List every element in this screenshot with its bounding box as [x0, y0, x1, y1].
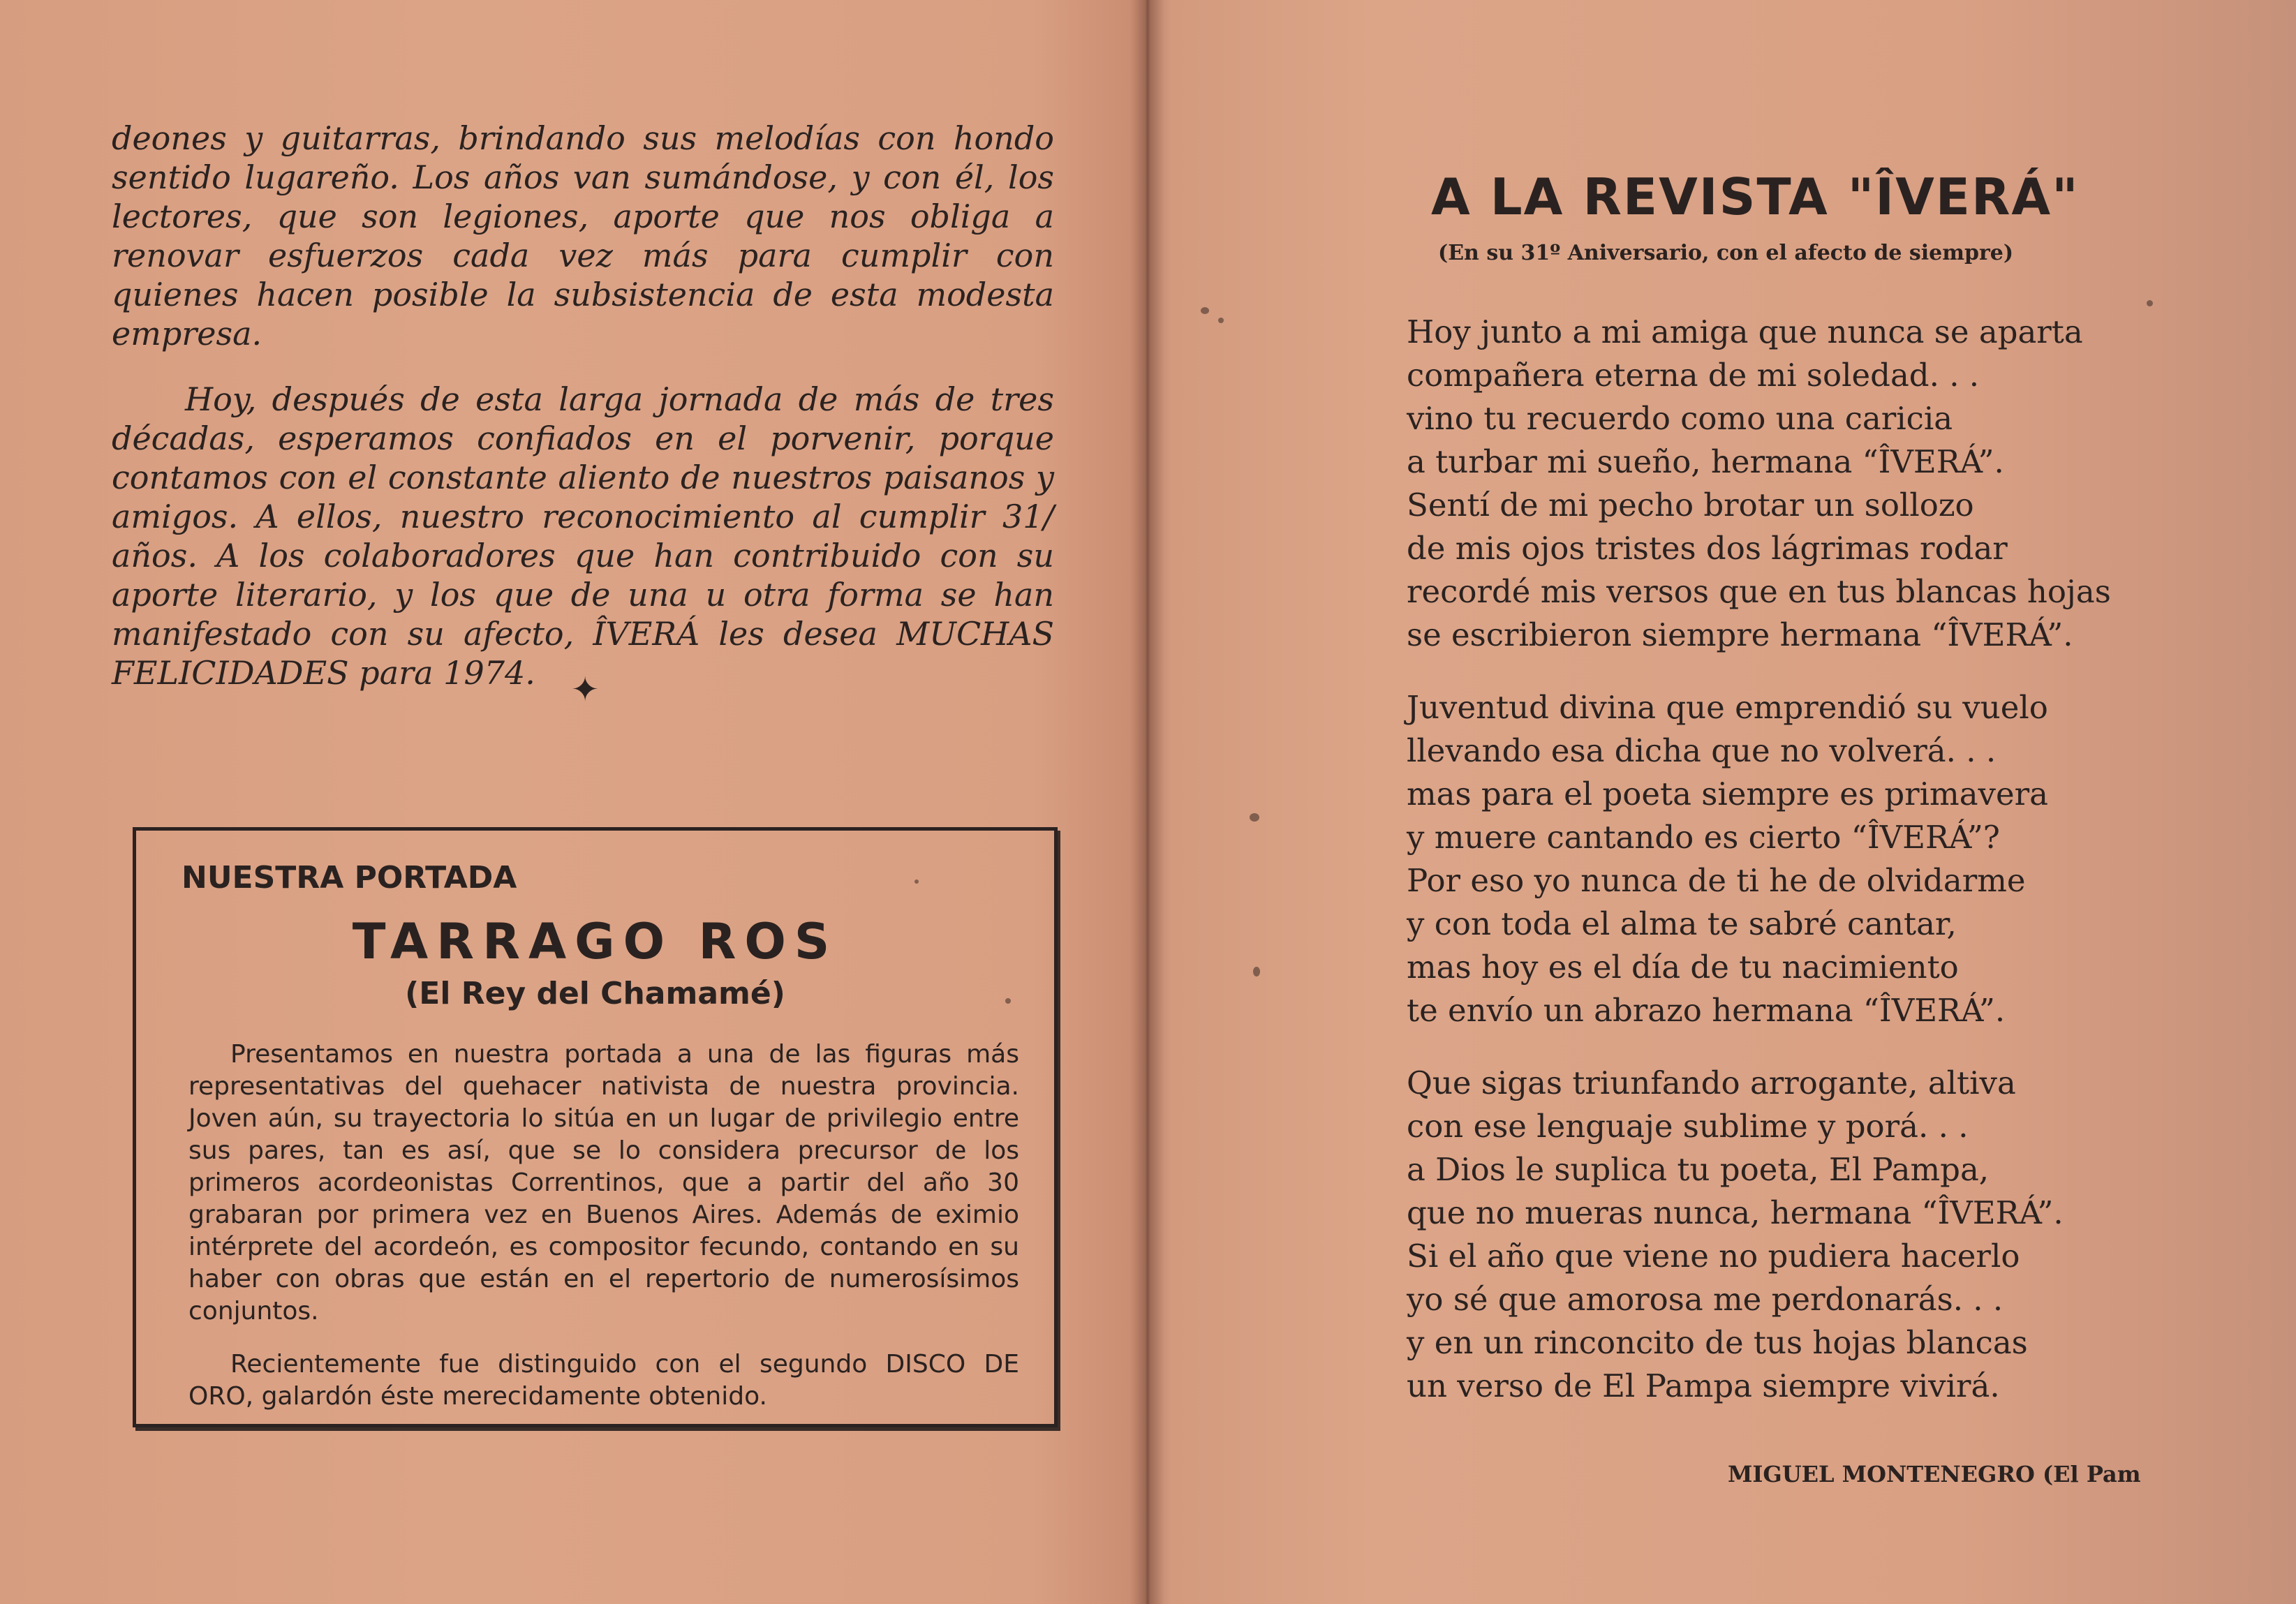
paper-speck	[914, 879, 919, 884]
verse: a Dios le suplica tu poeta, El Pampa,	[1407, 1151, 1990, 1188]
paper-speck	[1250, 813, 1259, 822]
portada-paragraph-2: Recientemente fue distinguido con el segundo DISCO DE ORO, galardón éste merecidamente obtenido.	[188, 1350, 1019, 1411]
stanza-1	[1407, 311, 2111, 657]
verse: mas hoy es el día de tu nacimiento	[1407, 949, 1959, 986]
verse: que no mueras nunca, hermana “ÎVERÁ”.	[1407, 1194, 2064, 1231]
verse: Juventud divina que emprendió su vuelo	[1407, 689, 2048, 726]
portada-paragraph-1: Presentamos en nuestra portada a una de las figuras más representativas del quehacer nativista de nuestra provincia. Joven aún, su trayectoria lo sitúa en un lugar de privilegio entre sus pares, tan es así, que se lo considera precursor de los primeros acordeonistas Correntinos, que a partir del año 30 grabaran por primera vez en Buenos Aires. Además de eximio intérprete del acordeón, es compositor fecundo, contando en su haber con obras que están en el repertorio de numerosísimos conjuntos.	[188, 1040, 1019, 1325]
star-ornament-icon: ✦	[571, 670, 600, 709]
portada-body	[188, 1039, 1019, 1434]
verse: se escribieron siempre hermana “ÎVERÁ”.	[1407, 616, 2073, 653]
poem-author: MIGUEL MONTENEGRO (El Pam	[1728, 1461, 2141, 1487]
paper-speck	[1218, 318, 1224, 323]
verse: mas para el poeta siempre es primavera	[1407, 775, 2048, 812]
verse: un verso de El Pampa siempre vivirá.	[1407, 1367, 2000, 1404]
verse: con ese lenguaje sublime y porá. . .	[1407, 1108, 1969, 1145]
verse: compañera eterna de mi soledad. . .	[1407, 357, 1980, 394]
verse: Que sigas triunfando arrogante, altiva	[1407, 1064, 2016, 1101]
verse: Si el año que viene no pudiera hacerlo	[1407, 1238, 2020, 1275]
verse: recordé mis versos que en tus blancas hojas	[1407, 573, 2111, 610]
paper-speck	[1005, 998, 1011, 1004]
portada-artist-name: TARRAGO ROS	[352, 913, 838, 970]
paper-speck	[1201, 307, 1209, 314]
verse: Por eso yo nunca de ti he de olvidarme	[1407, 862, 2026, 899]
verse: y con toda el alma te sabré cantar,	[1407, 905, 1957, 942]
verse: y en un rinconcito de tus hojas blancas	[1407, 1324, 2028, 1361]
verse: llevando esa dicha que no volverá. . .	[1407, 732, 1997, 769]
poem-subtitle: (En su 31º Aniversario, con el afecto de siempre)	[1438, 241, 2014, 265]
verse: de mis ojos tristes dos lágrimas rodar	[1407, 530, 2008, 567]
stanza-2	[1407, 686, 2105, 1032]
verse: vino tu recuerdo como una caricia	[1407, 400, 1953, 437]
verse: yo sé que amorosa me perdonarás. . .	[1407, 1281, 2004, 1318]
portada-heading: NUESTRA PORTADA	[182, 860, 517, 896]
poem-title: A LA REVISTA "ÎVERÁ"	[1431, 168, 2080, 226]
poem	[1407, 311, 2111, 1437]
verse: y muere cantando es cierto “ÎVERÁ”?	[1407, 819, 2000, 856]
verse: a turbar mi sueño, hermana “ÎVERÁ”.	[1407, 443, 2004, 480]
stanza-3	[1407, 1062, 2105, 1408]
portada-artist-subtitle: (El Rey del Chamamé)	[405, 976, 785, 1011]
verse: te envío un abrazo hermana “ÎVERÁ”.	[1407, 992, 2006, 1029]
left-page	[0, 0, 1145, 1604]
editorial-paragraph-2: Hoy, después de esta larga jornada de más de tres décadas, esperamos confiados en el porvenir, porque contamos con el constante aliento de nuestros paisanos y amigos. A ellos, nuestro reconocimiento al cumplir 31/ años. A los colaboradores que han contribuido con su aporte literario, y los que de una u otra forma se han manifestado con su afecto, ÎVERÁ les desea MUCHAS FELICIDADES para 1974.	[112, 380, 1054, 692]
verse: Hoy junto a mi amiga que nunca se aparta	[1407, 313, 2083, 350]
paper-speck	[2147, 300, 2153, 306]
paper-speck	[1253, 967, 1260, 976]
verse: Sentí de mi pecho brotar un sollozo	[1407, 487, 1974, 523]
editorial-text	[112, 119, 1054, 719]
portada-box	[133, 827, 1058, 1427]
editorial-paragraph-1: deones y guitarras, brindando sus melodías con hondo sentido lugareño. Los años van sumándose, y con él, los lectores, que son legiones, aporte que nos obliga a renovar esfuerzos cada vez más para cumplir con quienes hacen posible la subsistencia de esta modesta empresa.	[112, 119, 1054, 352]
